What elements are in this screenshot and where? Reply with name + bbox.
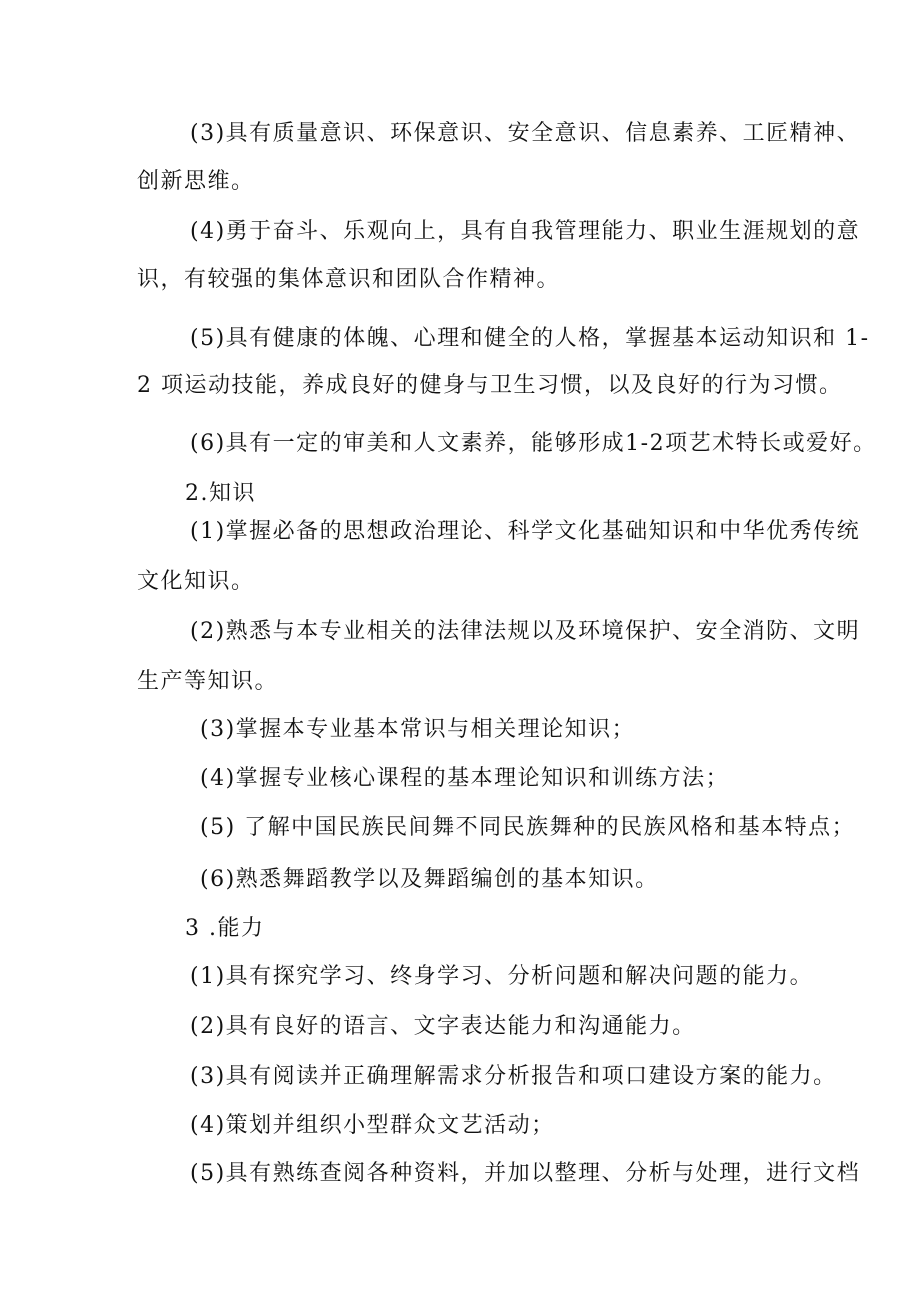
- text-line: 3 .能力: [185, 916, 265, 941]
- text-line: 生产等知识。: [137, 669, 279, 694]
- text-line: (1)掌握必备的思想政治理论、科学文化基础知识和中华优秀传统: [190, 519, 861, 544]
- text-line: (5) 了解中国民族民间舞不同民族舞种的民族风格和基本特点；: [200, 815, 856, 840]
- text-line: (3)具有阅读并正确理解需求分析报告和项口建设方案的能力。: [190, 1064, 837, 1089]
- text-line: (2)熟悉与本专业相关的法律法规以及环境保护、安全消防、文明: [190, 619, 861, 644]
- text-line: (6)具有一定的审美和人文素养，能够形成1-2项艺术特长或爱好。: [190, 431, 877, 456]
- text-line: (2)具有良好的语言、文字表达能力和沟通能力。: [190, 1014, 696, 1039]
- text-line: (5)具有熟练查阅各种资料，并加以整理、分析与处理，进行文档: [190, 1161, 861, 1186]
- text-line: 文化知识。: [137, 569, 255, 594]
- text-line: 创新思维。: [137, 169, 255, 194]
- text-line: (4)勇于奋斗、乐观向上，具有自我管理能力、职业生涯规划的意: [190, 219, 861, 244]
- text-line: 识，有较强的集体意识和团队合作精神。: [137, 267, 561, 292]
- text-line: (3)掌握本专业基本常识与相关理论知识；: [200, 717, 636, 742]
- text-line: (4)策划并组织小型群众文艺活动；: [190, 1113, 555, 1138]
- text-line: 2 项运动技能，养成良好的健身与卫生习惯，以及良好的行为习惯。: [137, 373, 843, 398]
- text-line: (4)掌握专业核心课程的基本理论知识和训练方法；: [200, 766, 730, 791]
- text-line: (5)具有健康的体魄、心理和健全的人格，掌握基本运动知识和 1-: [190, 326, 870, 351]
- text-line: (1)具有探究学习、终身学习、分析问题和解决问题的能力。: [190, 964, 814, 989]
- text-line: (6)熟悉舞蹈教学以及舞蹈编创的基本知识。: [200, 867, 659, 892]
- text-line: (3)具有质量意识、环保意识、安全意识、信息素养、工匠精神、: [190, 121, 861, 146]
- text-line: 2.知识: [185, 481, 256, 506]
